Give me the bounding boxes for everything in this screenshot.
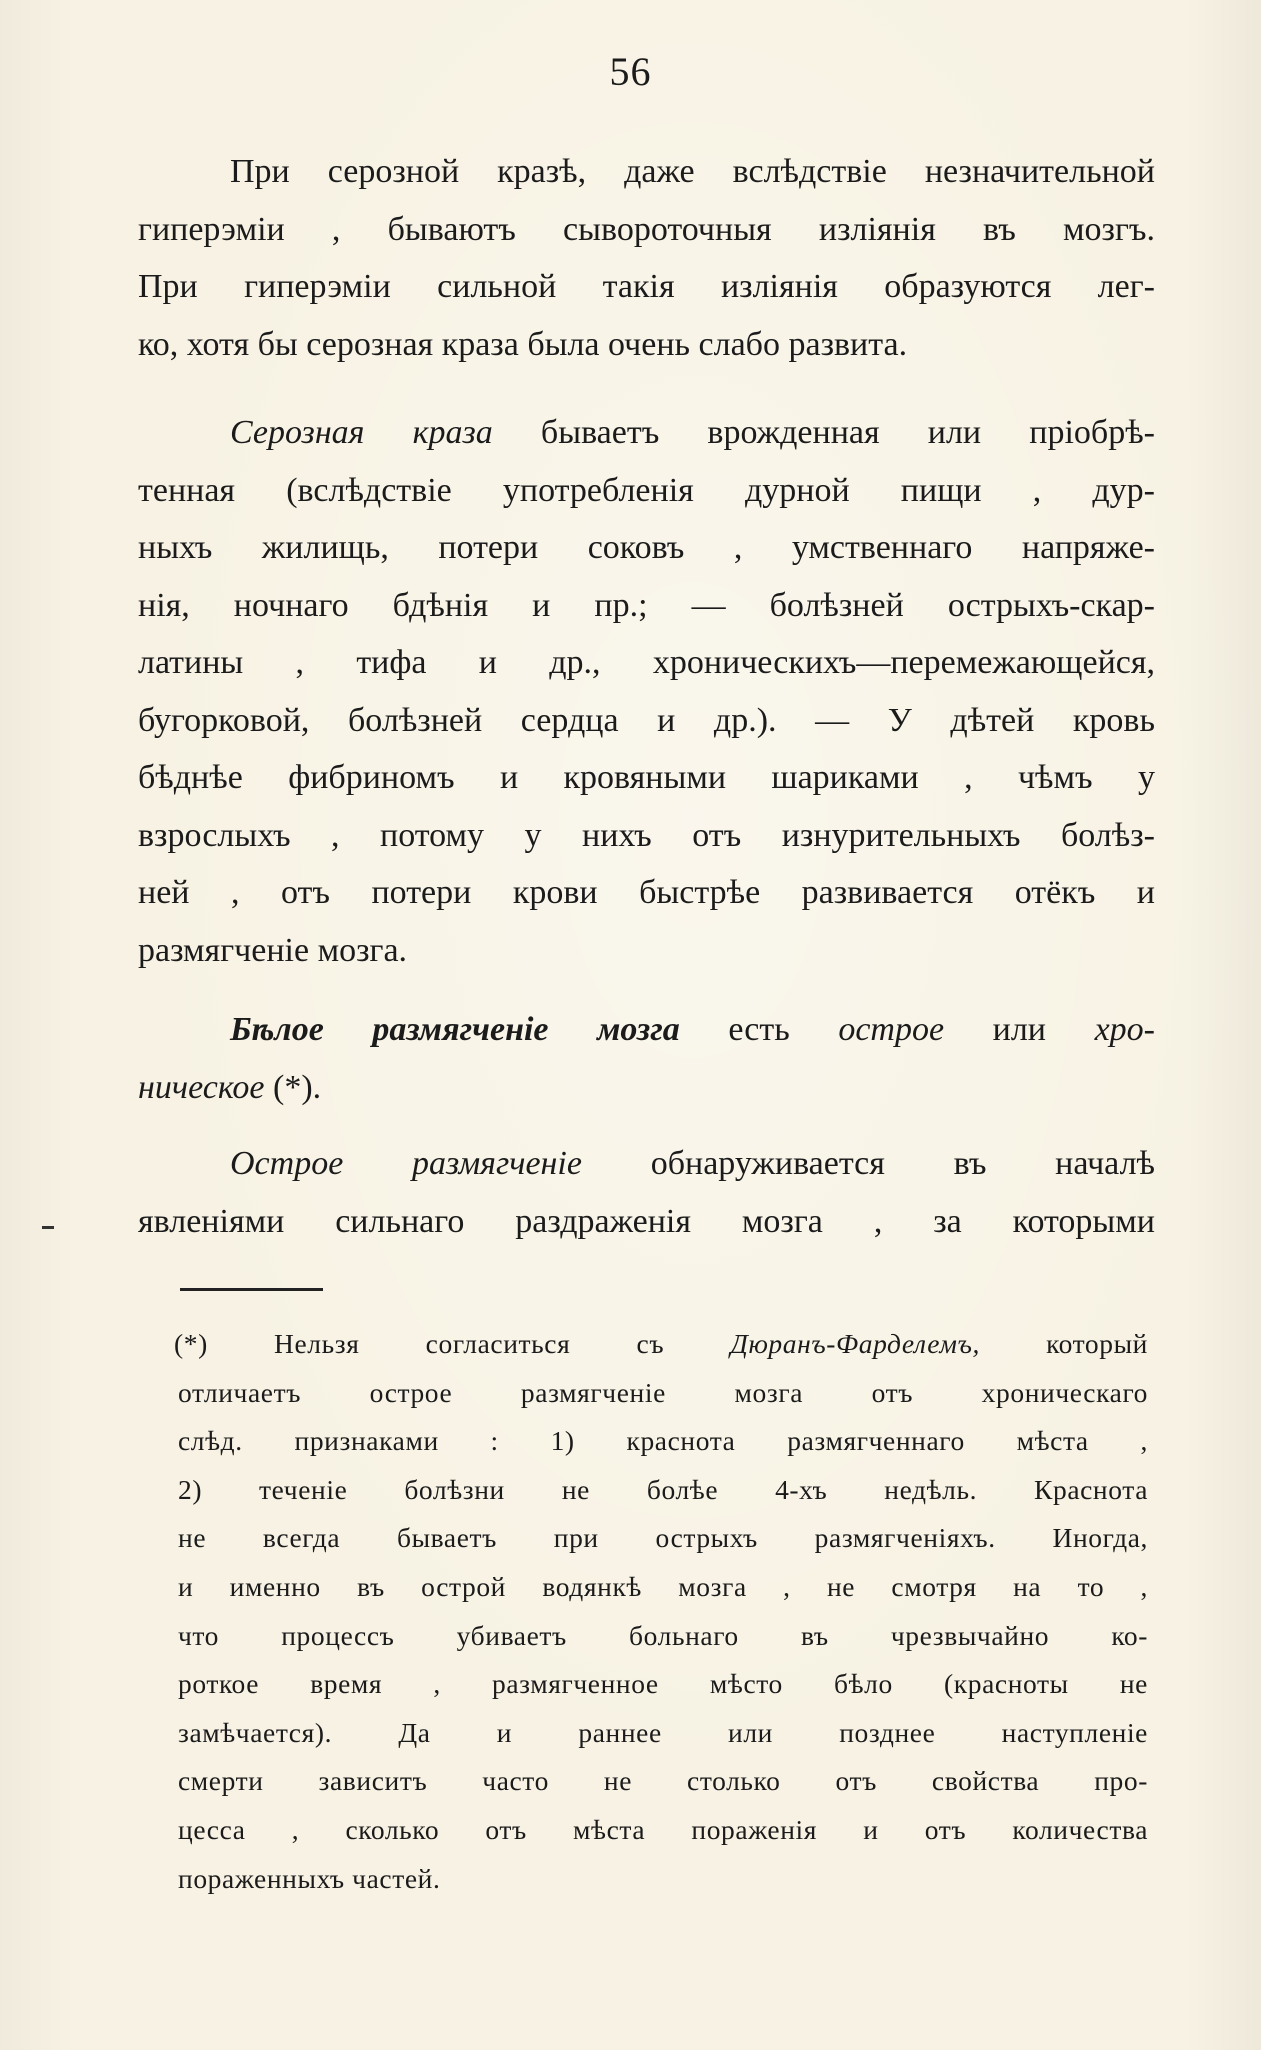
italic-term: ническое (138, 1068, 265, 1106)
text-line: бугорковой, болѣзней сердца и др.). — У дѣтей кровь (138, 701, 1155, 739)
text-run: который (979, 1328, 1148, 1359)
footnote-line: смерти зависитъ часто не столько отъ свойства про- (178, 1765, 1148, 1797)
text-line: гиперэміи , бываютъ сывороточныя изліянія въ мозгъ. (138, 210, 1155, 248)
text-line: латины , тифа и др., хроническихъ—перемежающейся, (138, 644, 1155, 681)
page-number: 56 (609, 49, 652, 94)
footnote-line: что процессъ убиваетъ больнаго въ чрезвычайно ко- (178, 1619, 1148, 1651)
italic-term: острое (838, 1011, 945, 1048)
footnote-line: роткое время , размягченное мѣсто бѣло (красноты не (178, 1668, 1148, 1700)
footnote-line: цесса , сколько отъ мѣста пораженія и отъ количества (178, 1813, 1148, 1845)
text-run: есть (679, 1011, 839, 1048)
text-line (138, 404, 1155, 462)
paragraph-white-softening (138, 1001, 1155, 1116)
text-line: При гиперэміи сильной такія изліянія образуются лег- (138, 268, 1155, 305)
footnote (174, 1320, 1148, 1903)
italic-term: хро- (1094, 1011, 1155, 1048)
text-run: Нельзя согласиться съ (207, 1328, 731, 1359)
footnote-line: замѣчается). Да и раннее или позднее наступленіе (178, 1716, 1148, 1748)
text-run: обнаруживается въ началѣ (581, 1145, 1155, 1182)
footnote-line: не всегда бываетъ при острыхъ размягченіяхъ. Иногда, (178, 1522, 1148, 1554)
footnote-marker: (*) (174, 1328, 208, 1359)
margin-mark (42, 1226, 54, 1229)
footnote-reference: (*). (264, 1068, 322, 1106)
text-line: ней , отъ потери крови быстрѣе развивается отёкъ и (138, 874, 1155, 911)
footnote-line: отличаетъ острое размягченіе мозга отъ хроническаго (178, 1376, 1148, 1408)
footnote-line: слѣд. признаками : 1) краснота размягченнаго мѣста , (178, 1425, 1148, 1457)
text-line: При серозной кразѣ, даже вслѣдствіе незначительной (230, 153, 1155, 190)
text-line: ныхъ жилищь, потери соковъ , умственнаго напряже- (138, 529, 1155, 566)
text-run: или (944, 1011, 1095, 1048)
footnote-line: 2) теченіе болѣзни не болѣе 4-хъ недѣль. Краснота (178, 1473, 1148, 1505)
author-name: Дюранъ-Фарделемъ, (730, 1328, 980, 1359)
text-line: нія, ночнаго бдѣнія и пр.; — болѣзней острыхъ-скар- (138, 586, 1155, 624)
text-line (138, 1059, 1155, 1117)
text-line: тенная (вслѣдствіе употребленія дурной пищи , дур- (138, 471, 1155, 509)
footnote-line: и именно въ острой водянкѣ мозга , не смотря на то , (178, 1570, 1148, 1602)
text-line (138, 1001, 1155, 1059)
footnote-line (174, 1320, 1148, 1369)
paragraph-serous-crasis (138, 143, 1155, 373)
italic-term: Серозная краза (230, 414, 493, 451)
footnote-rule (180, 1288, 323, 1291)
text-line: явленіями сильнаго раздраженія мозга , за которыми (138, 1202, 1155, 1240)
text-line: взрослыхъ , потому у нихъ отъ изнурительныхъ болѣз- (138, 816, 1155, 854)
italic-term: Острое размягченіе (230, 1145, 582, 1182)
text-line: ко, хотя бы серозная краза была очень слабо развита. (138, 325, 908, 363)
footnote-line: пораженныхъ частей. (178, 1862, 441, 1894)
paragraph-serous-crasis-causes (138, 404, 1155, 979)
paragraph-acute-softening (138, 1135, 1155, 1250)
heading-term: Бѣлое размягченіе мозга (230, 1011, 680, 1048)
text-line (138, 1135, 1155, 1193)
text-line: размягченіе мозга. (138, 931, 408, 969)
text-run: бываетъ врожденная или пріобрѣ- (492, 414, 1155, 451)
text-line: бѣднѣе фибриномъ и кровяными шариками , чѣмъ у (138, 759, 1155, 796)
